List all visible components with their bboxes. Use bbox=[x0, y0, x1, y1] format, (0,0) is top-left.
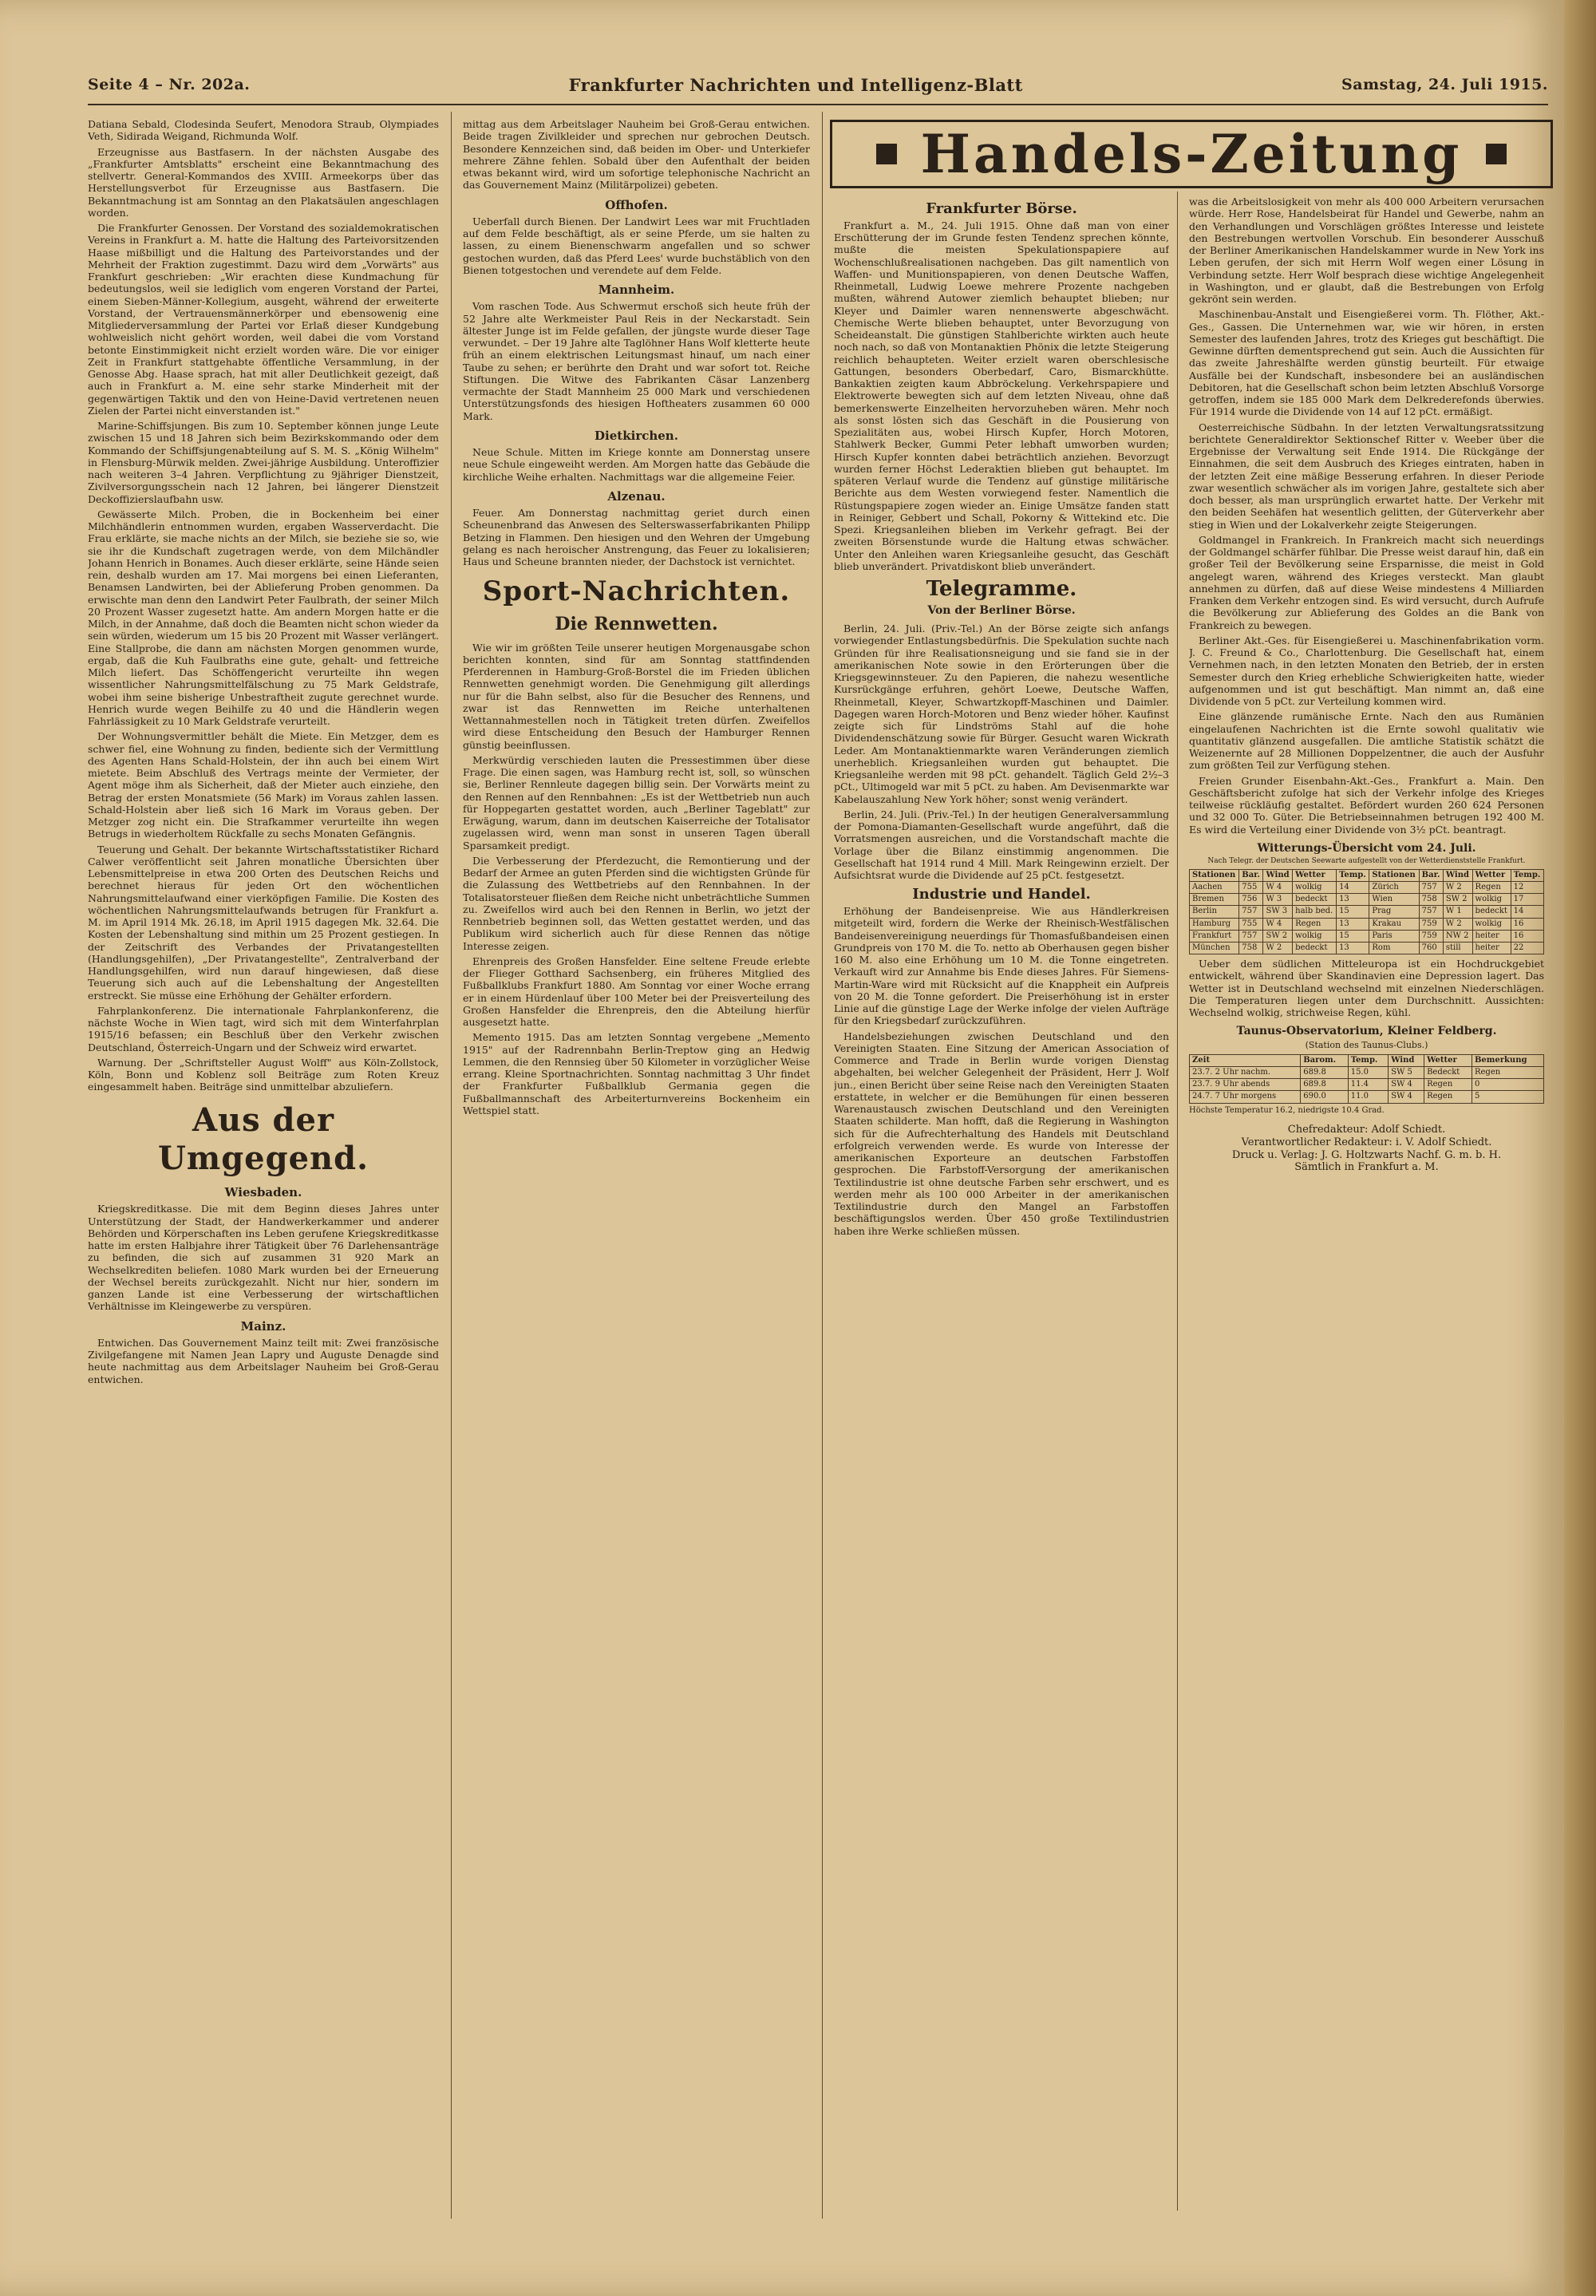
article: Die Frankfurter Genossen. Der Vorstand des sozialdemokratischen Vereins in Frankfurt a. M. hatte die Haltung des Parteivorsitzenden Haase mißbilligt und die Haltung des Parteivorstandes und der Mehrheit der Fraktion zugestimmt. Dazu wird dem „Vorwärts" aus Frankfurt geschrieben: „Wir erachten diese Kundmachung für bedeutungslos, weil sie lediglich vom engeren Vorstand der Partei, einem Sieben-Männer-Kollegium, ausgeht, während der erweiterte Vorstand, der Vertrauensmännerkörper und ebensowenig eine Mitgliederversammlung der Partei vor Erlaß dieser Kundgebung wohlweislich nicht gehört worden, weil dabei die vom Vorstand betonte Einstimmigkeit nicht erzielt worden wäre. Die vor einiger Zeit in Frankfurt stattgehabte öffentliche Versammlung, in der Genosse Abg. Haase sprach, hat mit aller Deutlichkeit gezeigt, daß auch in Frankfurt a. M. eine sehr starke Minderheit mit der gegenwärtigen Taktik und den von Heine-David vertretenen neuen Zielen der Partei nicht einverstanden ist." bbox=[88, 222, 439, 417]
table-cell: 14 bbox=[1511, 906, 1543, 918]
table-cell: Paris bbox=[1369, 930, 1419, 942]
column-header: Wetter bbox=[1472, 869, 1511, 881]
table-cell: SW 4 bbox=[1389, 1079, 1424, 1091]
page-date: Samstag, 24. Juli 1915. bbox=[1341, 76, 1548, 93]
table-cell: Aachen bbox=[1190, 881, 1239, 893]
table-cell: 759 bbox=[1419, 930, 1443, 942]
table-cell: Hamburg bbox=[1190, 918, 1239, 930]
article: Der Wohnungsvermittler behält die Miete. Ein Metzger, dem es schwer fiel, eine Wohnung zu finden, bediente sich der Vermittlung des Agenten Hans Schald-Holstein, der ihn auch bei einem Wirt mietete. Beim Abschluß des Vertrags meinte der Vermieter, der Agent möge ihm als Sicherheit, daß der Mieter auch einziehe, den Betrag der ersten Monatsmiete (56 Mark) im Voraus zahlen lassen. Schald-Holstein aber ließ sich 16 Mark im Voraus geben. Der Metzger zog nicht ein. Die Strafkammer verurteilte ihn wegen Betrugs in wiederholtem Rückfalle zu sechs Monaten Gefängnis. bbox=[88, 730, 439, 840]
table-cell: 13 bbox=[1337, 942, 1369, 954]
imprint-line: Sämtlich in Frankfurt a. M. bbox=[1294, 1161, 1439, 1174]
table-cell: Regen bbox=[1472, 1067, 1543, 1079]
table-cell: 24.7. 7 Uhr morgens bbox=[1190, 1091, 1301, 1103]
table-cell: 758 bbox=[1419, 894, 1443, 906]
telegrams-subheading: Von der Berliner Börse. bbox=[927, 603, 1076, 617]
weather-heading: Witterungs-Übersicht vom 24. Juli. bbox=[1257, 841, 1476, 855]
location-heading: Wiesbaden. bbox=[224, 1185, 302, 1200]
table-cell: 16 bbox=[1511, 918, 1543, 930]
table-cell: 689.8 bbox=[1301, 1067, 1348, 1079]
article: Ehrenpreis des Großen Hansfelder. Eine seltene Freude erlebte der Flieger Gotthard Sachsenberg, ein früheres Mitglied des Fußballklubs Frankfurt 1880. Am Sonntag vor einer Woche errang er in einem Hürdenlauf über 100 Meter bei der Preisverteilung des Großen Hansfelder die Ehrenpreis, den die Abteilung hierfür ausgesetzt hatte. bbox=[463, 954, 810, 1029]
imprint bbox=[1189, 1124, 1544, 1174]
table-cell: Rom bbox=[1369, 942, 1419, 954]
article: Vom raschen Tode. Aus Schwermut erschoß sich heute früh der 52 Jahre alte Werkmeister Paul Reis in der Neckarstadt. Sein ältester Junge ist im Felde gefallen, der jüngste wurde dieser Tage verwundet. – Der 19 Jahre alte Taglöhner Hans Wolf kletterte heute früh an einem elektrischen Leitungsmast hinauf, um nach einer Taube zu sehen; er berührte den Draht und war sofort tot. Reiche Stiftungen. Die Witwe des Fabrikanten Cäsar Lanzenberg vermachte der Stadt Mannheim 25 000 Mark und verschiedenen Unterstützungsfonds des hiesigen Hoftheaters zusammen 60 000 Mark. bbox=[463, 300, 810, 422]
article: Berlin, 24. Juli. (Priv.-Tel.) In der heutigen Generalversammlung der Pomona-Diamanten-Gesellschaft wurde angeführt, daß die Vorratsmengen ausreichen, und die Vorstandschaft machte die Vorlage über die Bilanz einstimmig angenommen. Die Gesellschaft hat 1914 rund 4 Mill. Mark Reingewinn erzielt. Der Aufsichtsrat wurde die Dividende auf 25 pCt. festgesetzt. bbox=[834, 808, 1169, 881]
taunus-subheading: (Station des Taunus-Clubs.) bbox=[1305, 1040, 1428, 1051]
table-cell: 755 bbox=[1239, 881, 1263, 893]
table-cell: Regen bbox=[1472, 881, 1511, 893]
weather-table bbox=[1189, 869, 1544, 954]
page-number: Seite 4 – Nr. 202a. bbox=[88, 76, 251, 93]
names-list: Datiana Sebald, Clodesinda Seufert, Menodora Straub, Olympiades Veth, Sidirada Weigand, Richmunda Wolf. bbox=[88, 118, 439, 143]
weather-report: Ueber dem südlichen Mitteleuropa ist ein Hochdruckgebiet entwickelt, während über Skandinavien eine Depression lagert. Das Wetter ist in Deutschland wechselnd mit einzelnen Niederschlägen. Die Temperaturen liegen unter dem Durchschnitt. Aussichten: Wechselnd wolkig, strichweise Regen, kühl. bbox=[1189, 958, 1544, 1019]
table-cell: 757 bbox=[1419, 906, 1443, 918]
column-header: Temp. bbox=[1337, 869, 1369, 881]
column-1 bbox=[88, 118, 439, 2233]
weather-table-header bbox=[1190, 869, 1544, 881]
table-cell: Bedeckt bbox=[1424, 1067, 1472, 1079]
article: Maschinenbau-Anstalt und Eisengießerei vorm. Th. Flöther, Akt.-Ges., Gassen. Die Unternehmen war, wie wir hören, in ersten Semester des laufenden Jahres, trotz des Krieges gut beschäftigt. Die Gewinne dürften dementsprechend gut sein. Auch die Aussichten für das zweite Jahreshälfte werden günstig beurteilt. Für etwaige Ausfälle bei der Kundschaft, insbesondere bei an ausländischen Debitoren, hat die Gesellschaft schon beim letzten Abschluß Vorsorge getroffen, indem sie 185 000 Mark dem Delkrederefonds überwies. Für 1914 wurde die Dividende von 14 auf 12 pCt. ermäßigt. bbox=[1189, 308, 1544, 418]
column-divider bbox=[451, 112, 452, 2219]
column-header: Wind bbox=[1443, 869, 1472, 881]
table-cell: 23.7. 2 Uhr nachm. bbox=[1190, 1067, 1301, 1079]
column-header: Stationen bbox=[1190, 869, 1239, 881]
column-header: Wetter bbox=[1424, 1054, 1472, 1066]
table-cell: still bbox=[1443, 942, 1472, 954]
table-cell: wolkig bbox=[1293, 930, 1337, 942]
column-header: Wetter bbox=[1293, 869, 1337, 881]
table-cell: W 2 bbox=[1443, 918, 1472, 930]
article: mittag aus dem Arbeitslager Nauheim bei Groß-Gerau entwichen. Beide tragen Zivilkleider und sprechen nur gebrochen Deutsch. Besondere Kennzeichen sind, daß beiden im Ober- und Unterkiefer mehrere Zähne fehlen. Sobald über den Aufenthalt der beiden etwas bekannt wird, wird um sofortige telephonische Nachricht an das Gouvernement Mainz (Militärpolizei) gebeten. bbox=[463, 118, 810, 192]
table-cell: 759 bbox=[1419, 918, 1443, 930]
article: Memento 1915. Das am letzten Sonntag vergebene „Memento 1915" auf der Radrennbahn Berlin-Treptow ging an Hedwig Lemmen, die den Rennsieg über 50 Kilometer in vorzüglicher Weise errang. Kleine Sportnachrichten. Sonntag nachmittag 3 Uhr findet der Frankfurter Fußballklub Germania gegen die Fußballmannschaft des Arbeiterturnvereins Bockenheim ein Wettspiel statt. bbox=[463, 1031, 810, 1116]
handels-zeitung-banner bbox=[830, 120, 1553, 188]
column-divider bbox=[1177, 192, 1178, 2211]
weather-row bbox=[1190, 942, 1544, 954]
table-cell: Regen bbox=[1293, 918, 1337, 930]
article: Erhöhung der Bandeisenpreise. Wie aus Händlerkreisen mitgeteilt wird, fordern die Werke der Rheinisch-Westfälischen Bandeisenvereinigung neuerdings für Thomasfußbandeisen einen Grundpreis von 170 M. die To. netto ab Oberhausen gegen bisher 160 M. also eine Erhöhung um 10 M. die Tonne eingetreten. Verkauft wird zur Annahme bis Ende dieses Jahres. Für Siemens-Martin-Ware wird mit Rücksicht auf die Knappheit ein Aufpreis von 20 M. die Tonne gefordert. Die Preiserhöhung ist in erster Linie auf die günstige Lage der Werke infolge der vielen Aufträge für den Kriegsbedarf zurückzuführen. bbox=[834, 905, 1169, 1027]
article: Feuer. Am Donnerstag nachmittag geriet durch einen Scheunenbrand das Anwesen des Selterswasserfabrikanten Philipp Betzing in Flammen. Den hiesigen und den Wehren der Umgebung gelang es nach heroischer Anstrengung, das Feuer zu lokalisieren; Haus und Scheune brannten nieder, der Dachstock ist vernichtet. bbox=[463, 507, 810, 568]
weather-row bbox=[1190, 906, 1544, 918]
weather-row bbox=[1190, 930, 1544, 942]
table-cell: 758 bbox=[1239, 942, 1263, 954]
table-cell: heiter bbox=[1472, 930, 1511, 942]
table-cell: Prag bbox=[1369, 906, 1419, 918]
table-cell: heiter bbox=[1472, 942, 1511, 954]
table-cell: München bbox=[1190, 942, 1239, 954]
boerse-heading: Frankfurter Börse. bbox=[926, 200, 1077, 217]
sport-subtitle: Die Rennwetten. bbox=[555, 613, 718, 634]
table-cell: Zürich bbox=[1369, 881, 1419, 893]
column-header: Temp. bbox=[1511, 869, 1543, 881]
article: Goldmangel in Frankreich. In Frankreich macht sich neuerdings der Goldmangel schärfer fühlbar. Die Presse weist darauf hin, daß ein großer Teil der Bevölkerung seine Ersparnisse, die meist in Gold angelegt waren, während des Krieges versteckt. Man glaubt annehmen zu dürfen, daß auf diese Weise mindestens 4 Milliarden Franken dem Verkehr entzogen sind. Es wird versucht, durch Aufrufe die Bevölkerung zur Ablieferung des Goldes an die Bank von Frankreich zu bewegen. bbox=[1189, 533, 1544, 631]
column-4 bbox=[1189, 196, 1544, 2235]
table-cell: W 2 bbox=[1263, 942, 1293, 954]
header-rule bbox=[88, 104, 1548, 105]
taunus-row bbox=[1190, 1079, 1544, 1091]
table-cell: 16 bbox=[1511, 930, 1543, 942]
table-cell: bedeckt bbox=[1293, 942, 1337, 954]
article: Fahrplankonferenz. Die internationale Fahrplankonferenz, die nächste Woche in Wien tagt, wird sich mit dem Winterfahrplan 1915/16 befassen; ein Beschluß über den Verkehr zwischen Deutschland, Österreich-Ungarn und der Schweiz wird erwartet. bbox=[88, 1004, 439, 1053]
table-cell: 15 bbox=[1337, 906, 1369, 918]
article: Berlin, 24. Juli. (Priv.-Tel.) An der Börse zeigte sich anfangs vorwiegender Entlastungsbedürfnis. Die Spekulation suchte nach Gründen für ihre Realisationsneigung und sie fand sie in der amerikanischen Note sowie in den Erörterungen über die Kriegsgewinnsteuer. Zu den Papieren, die nahezu wesentliche Kursrückgänge erfuhren, gehört Loewe, Deutsche Waffen, Rheinmetall, Kleyer, Schwartzkopff-Maschinen und Daimler. Dagegen waren Horch-Motoren und Benz wieder höher. Kaufinst zeigte sich für Lindströms Stahl auf die hohe Dividendenschätzung sowie für Bürger. Gesucht waren Wickrath Leder. Am Montanaktienmarkte waren Veränderungen ziemlich unerheblich. Kriegsanleihen wurden gut behauptet. Die Kriegsanleihe werden mit 98 pCt. gehandelt. Täglich Geld 2½–3 pCt., Ultimogeld war mit 5 pCt. zu haben. Am Devisenmarkte war Kabelauszahlung New York höher; sonst wenig verändert. bbox=[834, 622, 1169, 805]
column-header: Temp. bbox=[1348, 1054, 1389, 1066]
table-cell: SW 3 bbox=[1263, 906, 1293, 918]
article: Eine glänzende rumänische Ernte. Nach den aus Rumänien eingelaufenen Nachrichten ist die Ernte sowohl qualitativ wie quantitativ glänzend ausgefallen. Die amtliche Statistik schätzt die Weizenernte auf 28 Millionen Doppelzentner, die auch der Ausfuhr zum größten Teil zur Verfügung stehen. bbox=[1189, 710, 1544, 772]
article: Freien Grunder Eisenbahn-Akt.-Ges., Frankfurt a. Main. Den Geschäftsbericht zufolge hat sich der Verkehr infolge des Krieges teilweise rückläufig gestaltet. Befördert wurden 260 624 Personen und 32 000 To. Güter. Die Betriebseinnahmen betrugen 192 400 M. Es wird die Verteilung einer Dividende von 3½ pCt. beantragt. bbox=[1189, 774, 1544, 836]
table-cell: Regen bbox=[1424, 1079, 1472, 1091]
table-cell: 11.0 bbox=[1348, 1091, 1389, 1103]
table-cell: W 1 bbox=[1443, 906, 1472, 918]
table-cell: 756 bbox=[1239, 894, 1263, 906]
weather-row bbox=[1190, 881, 1544, 893]
column-header: Bar. bbox=[1239, 869, 1263, 881]
table-cell: SW 2 bbox=[1263, 930, 1293, 942]
section-title-umgegend: Aus der Umgegend. bbox=[157, 1101, 369, 1178]
table-cell: W 2 bbox=[1443, 881, 1472, 893]
table-cell: Bremen bbox=[1190, 894, 1239, 906]
table-cell: 689.8 bbox=[1301, 1079, 1348, 1091]
masthead bbox=[88, 69, 1548, 101]
table-cell: 23.7. 9 Uhr abends bbox=[1190, 1079, 1301, 1091]
weather-table-body bbox=[1190, 881, 1544, 954]
article: Teuerung und Gehalt. Der bekannte Wirtschaftsstatistiker Richard Calwer veröffentlicht seit Jahren monatliche Übersichten über Lebensmittelpreise in etwa 200 Orten des Deutschen Reichs und berechnet hieraus für jeden Ort den wöchentlichen Nahrungsmittelaufwand einer vierköpfigen Familie. Die Kosten des wöchentlichen Nahrungsmittelaufwands betrugen für Frankfurt a. M. im April 1914 Mk. 26.18, im April 1915 dagegen Mk. 32.64. Die Kosten der Lebenshaltung sind mithin um 25 Prozent gestiegen. In der Zeitschrift des Verbandes der Privatangestellten (Handlungsgehilfen), „Der Privatangestellte", Zentralverband der Handlungsgehilfen, wird nun darauf hingewiesen, daß diese Teuerung sich auch auf die Lebenshaltung der Angestellten erstreckt. Sie müsse eine Erhöhung der Gehälter erfordern. bbox=[88, 843, 439, 1002]
banner-square-right bbox=[1486, 144, 1507, 164]
article: Erzeugnisse aus Bastfasern. In der nächsten Ausgabe des „Frankfurter Amtsblatts" erscheint eine Bekanntmachung des stellvertr. General-Kommandos des XVIII. Armeekorps über das Herstellungsverbot für Erzeugnisse aus Bastfasern. Die Bekanntmachung ist am Sonntag an den Plakatsäulen angeschlagen worden. bbox=[88, 145, 439, 219]
column-header: Barom. bbox=[1301, 1054, 1348, 1066]
section-title-sport: Sport-Nachrichten. bbox=[482, 575, 791, 608]
table-cell: 14 bbox=[1337, 881, 1369, 893]
table-cell: SW 4 bbox=[1389, 1091, 1424, 1103]
table-cell: Frankfurt bbox=[1190, 930, 1239, 942]
table-cell: SW 5 bbox=[1389, 1067, 1424, 1079]
table-cell: Wien bbox=[1369, 894, 1419, 906]
taunus-table bbox=[1189, 1054, 1544, 1104]
table-cell: bedeckt bbox=[1293, 894, 1337, 906]
table-cell: 5 bbox=[1472, 1091, 1543, 1103]
column-header: Bar. bbox=[1419, 869, 1443, 881]
column-3 bbox=[834, 196, 1169, 2235]
table-cell: 22 bbox=[1511, 942, 1543, 954]
table-cell: W 4 bbox=[1263, 918, 1293, 930]
table-cell: 755 bbox=[1239, 918, 1263, 930]
table-cell: 757 bbox=[1419, 881, 1443, 893]
column-header: Wind bbox=[1389, 1054, 1424, 1066]
table-cell: wolkig bbox=[1472, 918, 1511, 930]
column-2 bbox=[463, 118, 810, 2233]
table-cell: bedeckt bbox=[1472, 906, 1511, 918]
table-cell: 0 bbox=[1472, 1079, 1543, 1091]
industry-heading: Industrie und Handel. bbox=[912, 886, 1091, 903]
table-cell: Regen bbox=[1424, 1091, 1472, 1103]
article: Gewässerte Milch. Proben, die in Bockenheim bei einer Milchhändlerin entnommen wurden, ergaben Wasserverdacht. Die Frau erklärte, sie mache nichts an der Milch, sie beziehe sie so, wie sie ihr die Kundschaft zugetragen werde, von dem Milchändler Johann Henrich in Bonames. Auch dieser erklärte, seine Hände seien rein, deshalb wurden am 17. Mai morgens bei einen Lieferanten, Benamsen Landwirten, bei der Ablieferung Proben genommen. Da erwischte man denn den Landwirt Peter Faulbrath, der seiner Milch 20 Prozent Wasser zugesetzt hatte. Am andern Morgen hatte er die Milch, in der Annahme, daß doch die Beamten nicht schon wieder da sein würden, wiederum um 15 bis 20 Prozent mit Wasser verlängert. Eine Stallprobe, die dann am nächsten Morgen genommen wurde, ergab, daß die Kuh Faulbraths eine gute, gehalt- und fettreiche Milch liefert. Das Schöffengericht verurteilte ihn wegen wissentlicher Nahrungsmittelfälschung zu 75 Mark Geldstrafe, wobei ihm seine bisherige Unbestraftheit zugute gerechnet wurde. Henrich wurde wegen Beihilfe zu 40 und die Händlerin wegen Fahrlässigkeit zu 10 Mark Geldstrafe verurteilt. bbox=[88, 508, 439, 727]
telegrams-heading: Telegramme. bbox=[926, 577, 1077, 602]
imprint-line: Druck u. Verlag: J. G. Holtzwarts Nachf. G. m. b. H. bbox=[1231, 1148, 1502, 1161]
table-cell: W 4 bbox=[1263, 881, 1293, 893]
taunus-heading: Taunus-Observatorium, Kleiner Feldberg. bbox=[1236, 1025, 1497, 1038]
taunus-row bbox=[1190, 1067, 1544, 1079]
table-cell: SW 2 bbox=[1443, 894, 1472, 906]
imprint-line: Chefredakteur: Adolf Schiedt. bbox=[1287, 1123, 1446, 1136]
table-cell: 13 bbox=[1337, 894, 1369, 906]
weather-row bbox=[1190, 894, 1544, 906]
location-heading: Mainz. bbox=[240, 1318, 286, 1334]
table-cell: 12 bbox=[1511, 881, 1543, 893]
table-cell: 15 bbox=[1337, 930, 1369, 942]
banner-title: Handels-Zeitung bbox=[920, 123, 1463, 185]
table-cell: wolkig bbox=[1472, 894, 1511, 906]
column-header: Stationen bbox=[1369, 869, 1419, 881]
article: Ueberfall durch Bienen. Der Landwirt Lees war mit Fruchtladen auf dem Felde beschäftigt, als er seine Pferde, um sie halten zu lassen, zu einem Bienenschwarm angefallen und so schwer gestochen wurden, daß das Pferd Lees' wurde buchstäblich von den Bienen totgestochen und verendete auf dem Felde. bbox=[463, 215, 810, 276]
table-cell: 757 bbox=[1239, 906, 1263, 918]
article: Kriegskreditkasse. Die mit dem Beginn dieses Jahres unter Unterstützung der Stadt, der Handwerkerkammer und anderer Behörden und Körperschaften ins Leben gerufene Kriegskreditkasse hatte im ersten Halbjahre ihrer Tätigkeit über 76 Darlehensanträge zu befinden, die sich auf zusammen 31 920 Mark an Wechselkrediten beliefen. 1080 Mark wurden bei der Erneuerung der Wechsel bereits zurückgezahlt. Nicht nur hier, sondern im ganzen Lande ist eine Verbesserung der wirtschaftlichen Verhältnisse im Kleingewerbe zu verspüren. bbox=[88, 1203, 439, 1313]
table-cell: W 3 bbox=[1263, 894, 1293, 906]
article: Oesterreichische Südbahn. In der letzten Verwaltungsratssitzung berichtete Generaldirektor Sektionschef Ritter v. Weeber über die Ergebnisse der Verwaltung seit Ende 1914. Die Rückgänge der Einnahmen, die seit dem Ausbruch des Krieges eintraten, haben in der letzten Zeit eine mäßige Besserung erfahren. In dieser Periode zwar wesentlich schwächer als im vorigen Jahre, gestaltete sich aber doch besser, als man ursprünglich erwartet hatte. Der Verkehr mit den beiden Seehäfen hat wesentlich gelitten, der Güterverkehr aber stieg in Wien und der Lokalverkehr zeigte Steigerungen. bbox=[1189, 421, 1544, 531]
article: Die Verbesserung der Pferdezucht, die Remontierung und der Bedarf der Armee an guten Pferden sind die wichtigsten Gründe für die Zulassung des Wettbetriebs auf den Rennbahnen. In der Totalisatorsteuer fließen dem Reiche nicht unbeträchtliche Summen zu. Zweifellos wird auch bei den Rennen in Berlin, wo jetzt der Rennbetrieb beginnen soll, das Wetten gestattet werden, und das Publikum wird sicherlich auch für diese Rennen das nötige Interesse zeigen. bbox=[463, 854, 810, 952]
column-divider bbox=[822, 112, 823, 2219]
table-cell: Krakau bbox=[1369, 918, 1419, 930]
table-cell: 757 bbox=[1239, 930, 1263, 942]
column-header: Bemerkung bbox=[1472, 1054, 1543, 1066]
article: Berliner Akt.-Ges. für Eisengießerei u. Maschinenfabrikation vorm. J. C. Freund & Co., Charlottenburg. Die Gesellschaft hat, einem Vernehmen nach, in den letzten Monaten den Betrieb, der in ersten Semester durch den Krieg erhebliche Schwierigkeiten hatte, wieder aufgenommen und ist gut beschäftigt. Man nimmt an, daß eine Dividende von 5 pCt. zur Verteilung kommen wird. bbox=[1189, 634, 1544, 707]
article: Handelsbeziehungen zwischen Deutschland und den Vereinigten Staaten. Eine Sitzung der American Association of Commerce and Trade in Berlin wurde vorigen Dienstag abgehalten, bei welcher Gelegenheit der Präsident, Herr J. Wolf jun., einen Bericht über seine Reise nach den Vereinigten Staaten erstattete, in welcher er die Bemühungen für einen besseren Warenaustausch zwischen Deutschland und den Vereinigten Staaten schilderte. Man hofft, daß die Regierung in Washington sich für die Aufrechterhaltung des Handels mit Deutschland erfolgreich verwenden werde. Es wurde von Interesse der amerikanischen Exporteure an deutschen Farbstoffen gesprochen. Die Farbstoff-Versorgung der amerikanischen Textilindustrie ist ohne deutsche Farben sehr erschwert, und es werden mehr als 100 000 Arbeiter in der amerikanischen Textilindustrie durch den Mangel an Farbstoffen beschäftigungslos werden. Über 450 große Textilindustrien haben ihre Werke schließen müssen. bbox=[834, 1029, 1169, 1237]
column-header: Wind bbox=[1263, 869, 1293, 881]
weather-subheading: Nach Telegr. der Deutschen Seewarte aufgestellt von der Wetterdienststelle Frankfurt. bbox=[1207, 856, 1526, 865]
imprint-line: Verantwortlicher Redakteur: i. V. Adolf Schiedt. bbox=[1241, 1136, 1492, 1148]
taunus-table-body bbox=[1190, 1067, 1544, 1104]
location-heading: Alzenau. bbox=[607, 488, 666, 504]
location-heading: Dietkirchen. bbox=[595, 428, 678, 443]
table-cell: halb bed. bbox=[1293, 906, 1337, 918]
article: Neue Schule. Mitten im Kriege konnte am Donnerstag unsere neue Schule eingeweiht werden. Am Morgen hatte das Gebäude die kirchliche Weihe erhalten. Nachmittags war die allgemeine Feier. bbox=[463, 446, 810, 483]
article: Wie wir im größten Teile unserer heutigen Morgenausgabe schon berichten konnten, sind für am Sonntag stattfindenden Pferderennen in Hamburg-Groß-Borstel die im Frieden üblichen Rennwetten genehmigt worden. Die Genehmigung gilt allerdings nur für die Bahn selbst, also für die Besucher des Rennens, und zwar ist das Rennwetten im Reiche unterhaltenen Wettannahmestellen noch in Tätigkeit treten dürfen. Zweifellos wird diese Entscheidung den Besuch der Hamburger Rennen günstig beeinflussen. bbox=[463, 641, 810, 751]
article: was die Arbeitslosigkeit von mehr als 400 000 Arbeitern verursachen würde. Herr Rose, Handelsbeirat für Handel und Gewerbe, nahm an den Verhandlungen und Vorschlägen größtes Interesse und leistete den Bestrebungen wertvollen Vorschub. Ein besonderer Ausschuß der Berliner Amerikanischen Handelskammer wurde in New York ins Leben gerufen, der sich mit Herrn Wolf wegen einer Lösung in Verbindung setzte. Herr Wolf besprach diese wichtige Angelegenheit in Washington, und er glaubt, daß die Bestrebungen von Erfolg gekrönt sein werden. bbox=[1189, 196, 1544, 305]
article: Merkwürdig verschieden lauten die Pressestimmen über diese Frage. Die einen sagen, was Hamburg recht ist, soll, so wünschen sie, Berliner Rennleute dagegen billig sein. Der Vorwärts meint zu den Rennen auf den Rennbahnen: „Es ist der Wettbetrieb nun auch für Hoppegarten gestattet worden, auch „Berliner Tageblatt" zur Erwägung, warum, dann im deutschen Kaiserreiche der Totalisator zugelassen wird, wenn man sonst in unseren Tagen überall Sparsamkeit predigt. bbox=[463, 753, 810, 852]
article: Marine-Schiffsjungen. Bis zum 10. September können junge Leute zwischen 15 und 18 Jahren sich beim Bezirkskommando oder dem Kommando der Schiffsjungenabteilung auf S. M. S. „König Wilhelm" in Flensburg-Mürwik melden. Zwei-jährige Ausbildung. Unteroffizier nach weiteren 3–4 Jahren. Verpflichtung zu 9jähriger Dienstzeit, Zivilversorgungsschein nach 12 Jahren, bei längerer Dienstzeit Deckoffizierslaufbahn usw. bbox=[88, 420, 439, 505]
table-cell: 11.4 bbox=[1348, 1079, 1389, 1091]
article: Warnung. Der „Schriftsteller August Wolff" aus Köln-Zollstock, Köln, Bonn und Koblenz soll Beiträge zum Roten Kreuz eingesammelt haben. Beiträge sind unmittelbar abzuliefern. bbox=[88, 1056, 439, 1093]
article: Entwichen. Das Gouvernement Mainz teilt mit: Zwei französische Zivilgefangene mit Namen Jean Lapry und Auguste Denagde sind heute nachmittag aus dem Arbeitslager Nauheim bei Groß-Gerau entwichen. bbox=[88, 1336, 439, 1385]
table-cell: 13 bbox=[1337, 918, 1369, 930]
column-header: Zeit bbox=[1190, 1054, 1301, 1066]
table-cell: 17 bbox=[1511, 894, 1543, 906]
table-cell: Berlin bbox=[1190, 906, 1239, 918]
location-heading: Mannheim. bbox=[598, 283, 675, 298]
location-heading: Offhofen. bbox=[605, 197, 668, 212]
newspaper-title: Frankfurter Nachrichten und Intelligenz-Blatt bbox=[568, 74, 1023, 95]
table-cell: NW 2 bbox=[1443, 930, 1472, 942]
taunus-table-header bbox=[1190, 1054, 1544, 1066]
banner-square-left bbox=[876, 144, 897, 164]
weather-row bbox=[1190, 918, 1544, 930]
page-fold-edge bbox=[1564, 0, 1596, 2296]
taunus-note: Höchste Temperatur 16.2, niedrigste 10.4 Grad. bbox=[1189, 1105, 1385, 1115]
table-cell: wolkig bbox=[1293, 881, 1337, 893]
table-cell: 690.0 bbox=[1301, 1091, 1348, 1103]
taunus-row bbox=[1190, 1091, 1544, 1103]
table-cell: 15.0 bbox=[1348, 1067, 1389, 1079]
article: Frankfurt a. M., 24. Juli 1915. Ohne daß man von einer Erschütterung der im Grunde festen Tendenz sprechen könnte, mußte die meisten Spekulationspapiere auf Wochenschlußrealisationen nachgeben. Das gilt namentlich von Waffen- und Munitionspapieren, von denen Deutsche Waffen, Rheinmetall, Ludwig Loewe mehrere Prozente nachgeben mußten, während Autower ziemlich behauptet blieben; nur Kleyer und Daimler waren nennenswerte abgeschwächt. Chemische Werte blieben behauptet, unter Bevorzugung von Scheideanstalt. Die günstigen Stahlberichte wirkten auch heute noch nach, so daß von Montanaktien Phönix die letzte Steigerung reichlich behaupteten. Weiter erzielt waren oberschlesische Gattungen, besonders Oberbedarf, Caro, Bismarckhütte. Bankaktien zeigten kaum Abbröckelung. Verkehrspapiere und Elektrowerte bewegten sich auf dem letzten Niveau, ohne daß bemerkenswerte Einzelheiten hervorzuheben wären. Mehr noch als sonst lösten sich das Geschäft in die Pousierung von Spezialitäten aus, wobei Hirsch Kupfer, Horch Motoren, Stahlwerk Becker, Gummi Peter lebhaft umworben wurden; Hirsch Kupfer konnten dabei beträchtlich anziehen. Bevorzugt wurden ferner Höchst Lederaktien blieben gut behauptet. Im späteren Verlauf wurde die Tendenz auf günstige militärische Berichte aus dem Westen vorwiegend fester. Namentlich die Rüstungspapiere zogen wieder an. Einige Umsätze fanden statt in Reiniger, Gebbert und Schall, Pokorny & Wittekind etc. Die Spezi. Kriegsanleihen blieben im Verkehr gefragt. Bei der zweiten Börsenstunde wurde die Haltung etwas schwächer. Unter den Anleihen waren Kriegsanleihe gesucht, das Geschäft blieb unverändert. Privatdiskont blieb unverändert. bbox=[834, 219, 1169, 572]
table-cell: 760 bbox=[1419, 942, 1443, 954]
